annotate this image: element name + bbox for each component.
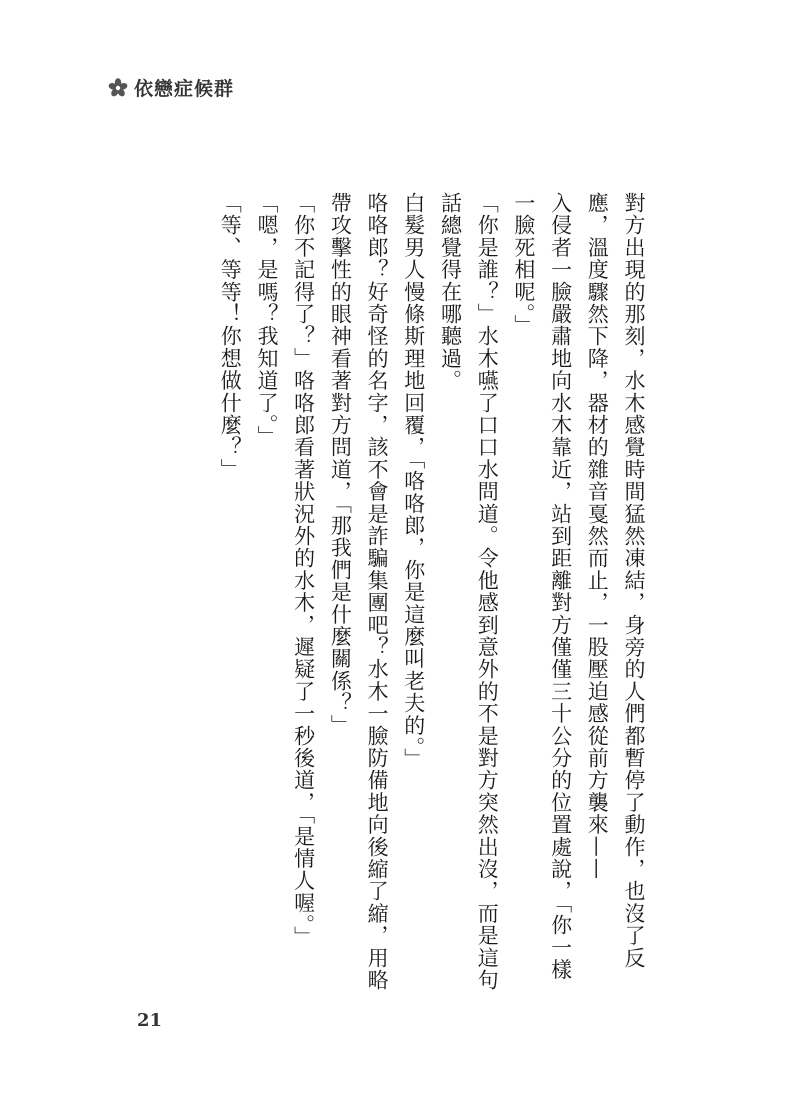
paragraph: 對方出現的那刻，水木感覺時間猛然凍結，身旁的人們都暫停了動作，也沒了反應，溫度驟然下降，器材的雜音戛然而止，一股壓迫感從前方襲來—— bbox=[585, 192, 646, 969]
page-number: 21 bbox=[137, 1010, 163, 1031]
paragraph: 咯咯郎？好奇怪的名字，該不會是詐騙集團吧？水木一臉防備地向後縮了縮，用略帶攻擊性的眼神看著對方問道，「那我們是什麼關係？」 bbox=[328, 192, 390, 992]
book-title: 依戀症候群 bbox=[134, 78, 235, 100]
running-header bbox=[108, 74, 234, 101]
paragraph: 「你不記得了？」咯咯郎看著狀況外的水木，遲疑了一秒後道，「是情人喔。」 bbox=[291, 192, 316, 948]
paragraph: 「嗯，是嗎？我知道了。」 bbox=[254, 192, 279, 448]
paragraph: 白髮男人慢條斯理地回覆，「咯咯郎，你是這麼叫老夫的。」 bbox=[401, 192, 426, 771]
flower-icon bbox=[108, 78, 128, 98]
paragraph: 入侵者一臉嚴肅地向水木靠近，站到距離對方僅僅三十公分的位置處說，「你一樣一臉死相呢。」 bbox=[511, 192, 573, 981]
paragraph: 「你是誰？」水木嚥了口口水問道。令他感到意外的不是對方突然出沒，而是這句話總覺得在哪聽過。 bbox=[438, 192, 500, 992]
body-text bbox=[212, 192, 652, 1002]
paragraph: 「等、等等！你想做什麼？」 bbox=[218, 192, 243, 481]
